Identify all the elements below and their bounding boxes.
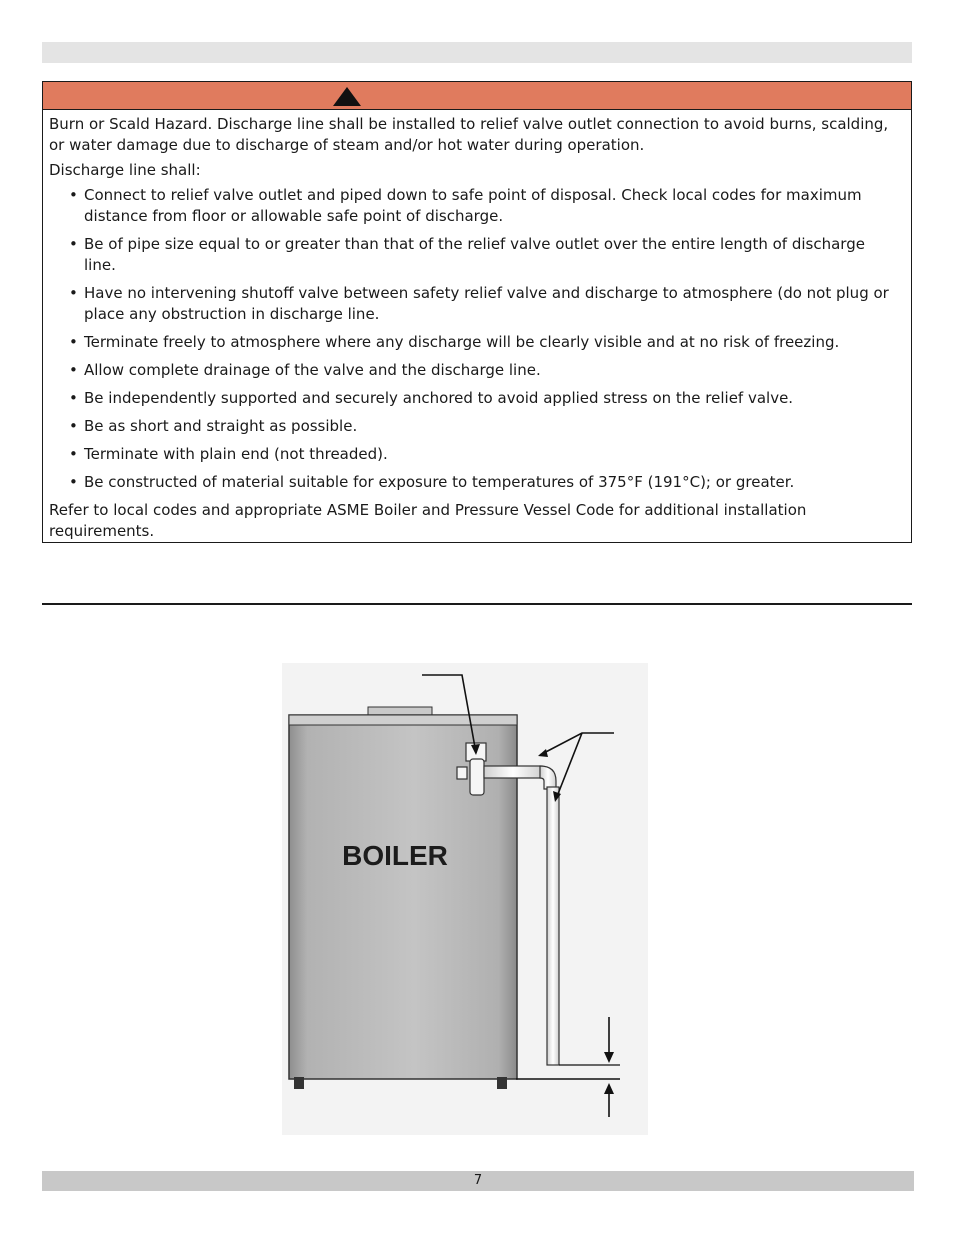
boiler-foot <box>497 1077 507 1089</box>
boiler-top-panel <box>289 715 517 725</box>
list-item: • Terminate with plain end (not threaded). <box>63 444 901 465</box>
discharge-pipe-vertical <box>547 787 559 1065</box>
warning-body <box>43 110 911 542</box>
relief-valve-stem <box>470 759 484 795</box>
footer-bar <box>42 1171 914 1191</box>
list-item: • Connect to relief valve outlet and piped down to safe point of disposal. Check local codes for maximum distance from floor or allowable safe point of discharge. <box>63 185 901 227</box>
warning-box <box>42 81 912 543</box>
header-bar <box>42 42 912 63</box>
warning-list <box>49 185 901 493</box>
list-item: • Have no intervening shutoff valve between safety relief valve and discharge to atmosphere (do not plug or place any obstruction in discharge line. <box>63 283 901 325</box>
page-number: 7 <box>473 1173 483 1188</box>
warning-intro: Burn or Scald Hazard. Discharge line shall be installed to relief valve outlet connection to avoid burns, scalding, or water damage due to discharge of steam and/or hot water during operation. <box>49 115 889 154</box>
boiler-foot <box>294 1077 304 1089</box>
list-item: • Allow complete drainage of the valve and the discharge line. <box>63 360 901 381</box>
warning-lead: Discharge line shall: <box>49 161 201 179</box>
relief-valve-inlet <box>457 767 467 779</box>
list-item: • Terminate freely to atmosphere where any discharge will be clearly visible and at no risk of freezing. <box>63 332 901 353</box>
list-item: • Be as short and straight as possible. <box>63 416 901 437</box>
warning-header <box>43 82 911 110</box>
list-item: • Be constructed of material suitable for exposure to temperatures of 375°F (191°C); or greater. <box>63 472 901 493</box>
boiler-label: BOILER <box>342 840 448 871</box>
list-item: • Be independently supported and securely anchored to avoid applied stress on the relief valve. <box>63 388 901 409</box>
list-item: • Be of pipe size equal to or greater than that of the relief valve outlet over the entire length of discharge line. <box>63 234 901 276</box>
boiler-discharge-figure <box>282 663 648 1135</box>
section-divider <box>42 603 912 605</box>
warning-closing: Refer to local codes and appropriate ASME Boiler and Pressure Vessel Code for additional installation requirements. <box>49 501 807 540</box>
warning-triangle-icon <box>333 87 361 106</box>
discharge-pipe-horizontal <box>484 766 542 778</box>
